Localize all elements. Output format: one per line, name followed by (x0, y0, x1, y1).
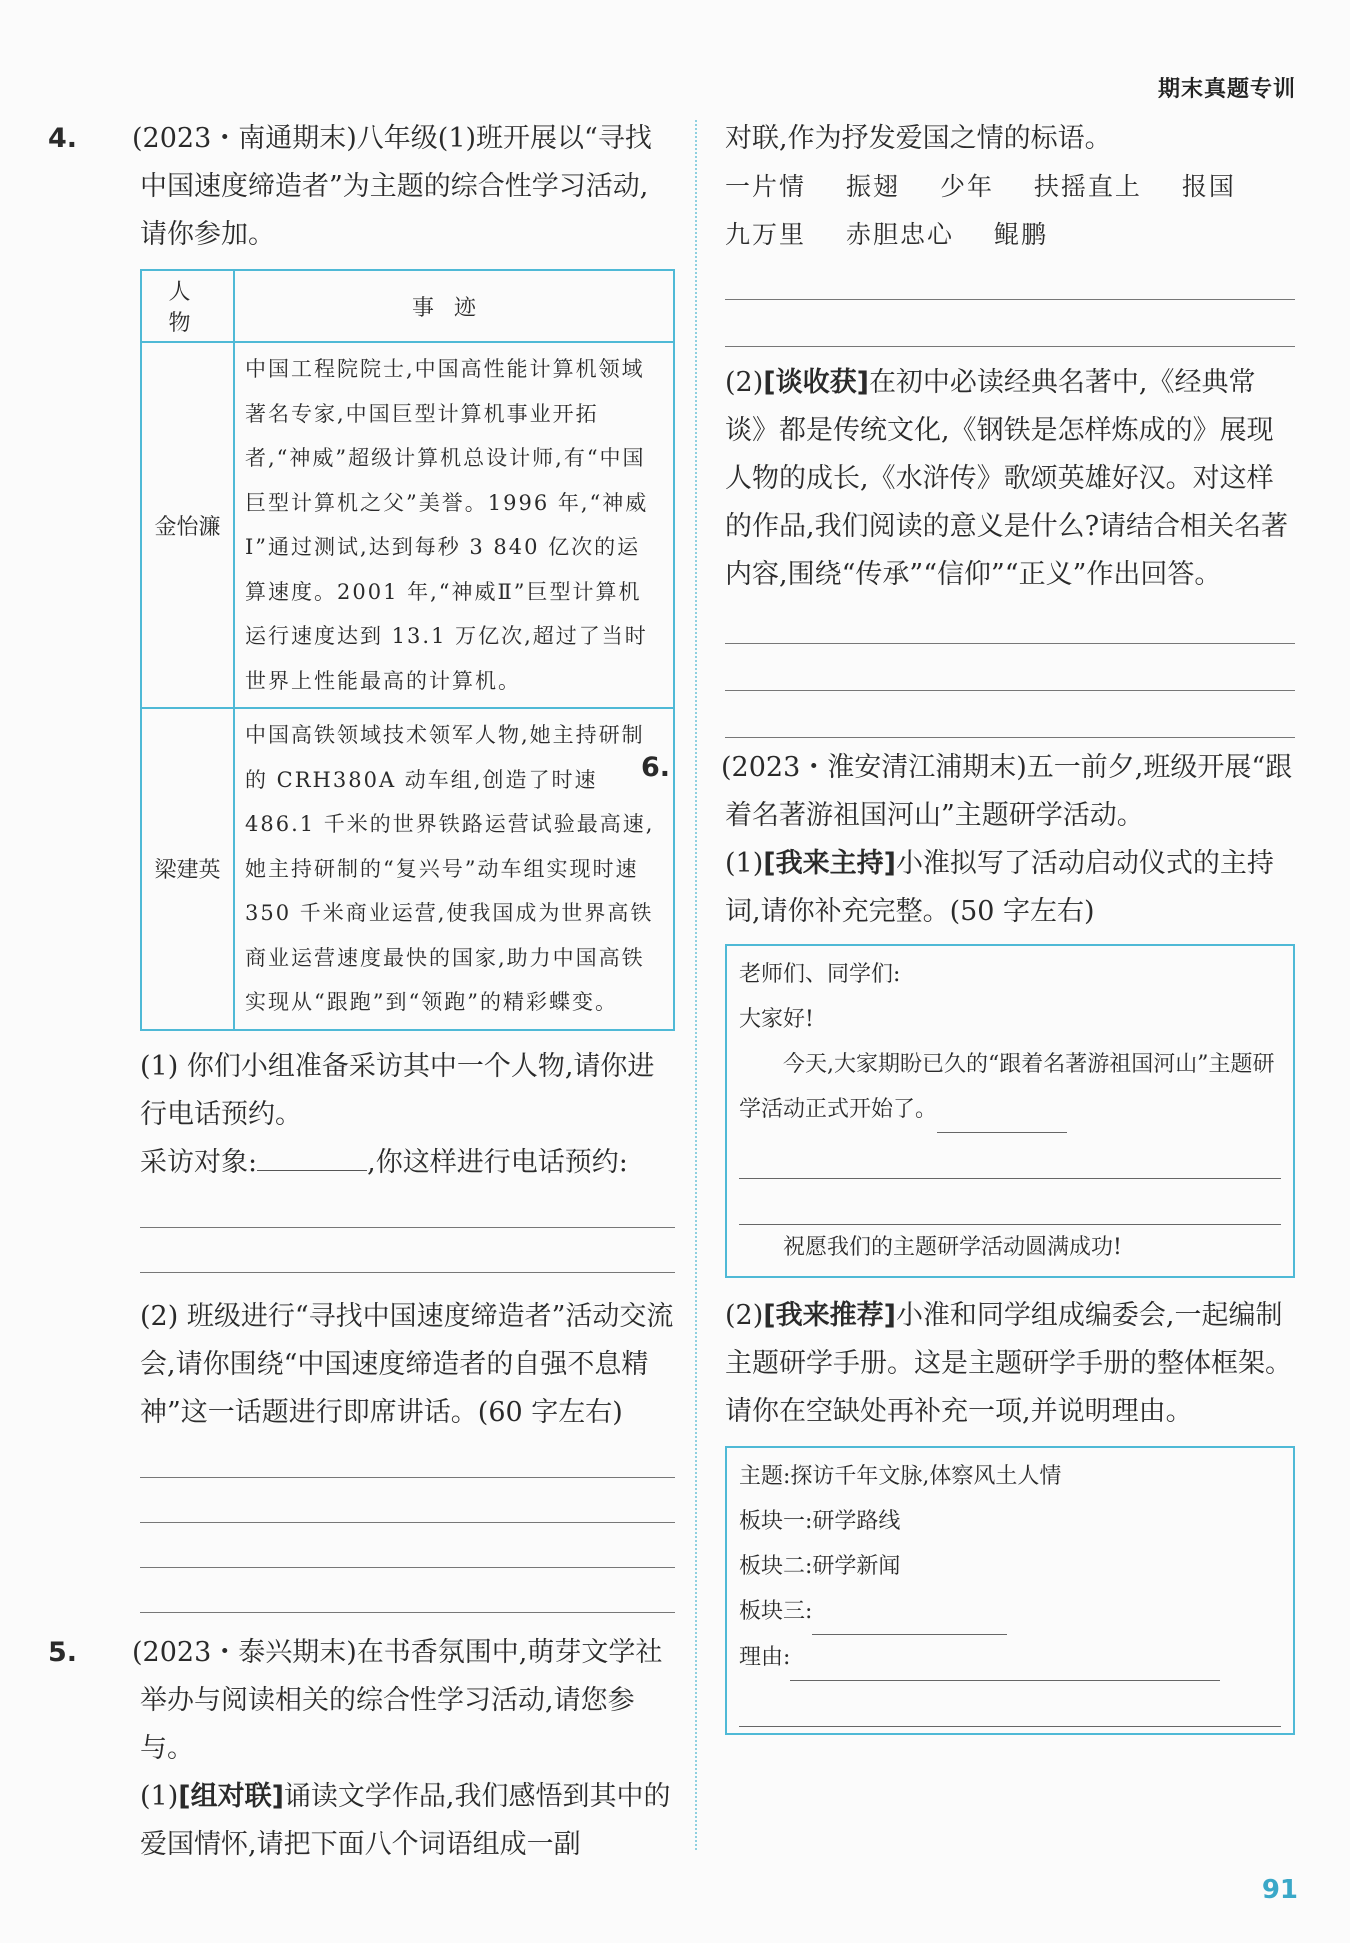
sub-number: (1) (140, 1780, 179, 1812)
person-deeds: 中国工程院院士,中国高性能计算机领域著名专家,中国巨型计算机事业开拓者,“神威”超级计算机总设计师,有“中国巨型计算机之父”美誉。1996 年,“神威Ⅰ”通过测试,达到每秒 3 840 亿次的运算速度。2001 年,“神威Ⅱ”巨型计算机运行速度达到 13.1 万亿次,超过了当时世界上性能最高的计算机。 (234, 342, 674, 708)
section-title: 期末真题专训 (1157, 77, 1296, 102)
answer-line[interactable] (725, 690, 1295, 691)
person-name: 金怡濂 (141, 342, 234, 708)
question-4-sub1-prompt (100, 1139, 675, 1187)
sub-number: (1) (725, 848, 764, 879)
section-two: 板块二:研学新闻 (739, 1554, 901, 1579)
question-5-stem (48, 1629, 675, 1773)
achievements-table (140, 269, 675, 1031)
answer-line[interactable] (725, 737, 1295, 738)
opening-text: 今天,大家期盼已久的“跟着名著游祖国河山”主题研学活动正式开始了。 (739, 1052, 1275, 1122)
question-5-sub1-continued: 对联,作为抒发爱国之情的标语。 (725, 123, 1112, 154)
handbook-theme: 主题:探访千年文脉,体察风土人情 (739, 1464, 1062, 1489)
interviewee-label: 采访对象: (140, 1146, 258, 1178)
answer-line[interactable] (140, 1612, 675, 1613)
word-list-row (725, 211, 1295, 259)
word: 鲲鹏 (993, 220, 1048, 249)
question-5-sub2-text: 在初中必读经典名著中,《经典常谈》都是传统文化,《钢铁是怎样炼成的》展现人物的成长,《水浒传》歌颂英雄好汉。对这样的作品,我们阅读的意义是什么?请结合相关名著内容,围绕“传承”“信仰”“正义”作出回答。 (725, 367, 1289, 590)
word: 振翅 (845, 172, 900, 201)
sub-number: (2) (725, 367, 764, 398)
section-three-label: 板块三: (739, 1599, 813, 1624)
question-5-text: (2023・泰兴期末)在书香氛围中,萌芽文学社举办与阅读相关的综合性学习活动,请您参与。 (132, 1636, 663, 1764)
word: 扶摇直上 (1033, 172, 1142, 201)
table-header-person: 人物 (141, 270, 234, 342)
couplet-tag: [组对联] (178, 1780, 284, 1812)
question-6-sub1 (725, 840, 1295, 936)
fill-in-blank[interactable] (937, 1087, 1067, 1133)
question-5-sub1 (100, 1773, 675, 1869)
person-name: 梁建英 (141, 708, 234, 1030)
answer-line[interactable] (739, 1133, 1281, 1179)
question-4-text: (2023・南通期末)八年级(1)班开展以“寻找中国速度缔造者”为主题的综合性学习活动,请你参加。 (132, 123, 652, 250)
table-row (141, 708, 674, 1030)
person-deeds: 中国高铁领域技术领军人物,她主持研制的 CRH380A 动车组,创造了时速 486.1 千米的世界铁路运营试验最高速,她主持研制的“复兴号”动车组实现时速 350 千米商业运营,使我国成为世界高铁商业运营速度最快的国家,助力中国高铁实现从“跟跑”到“领跑”的精彩蝶变。 (234, 708, 674, 1030)
page-number: 91 (1261, 1875, 1298, 1905)
question-5-sub2 (725, 359, 1295, 599)
question-4-sub1: (1) 你们小组准备采访其中一个人物,请你进行电话预约。 (140, 1050, 655, 1130)
section-three-blank[interactable] (812, 1589, 1007, 1635)
question-5-number: 5. (48, 1636, 78, 1668)
word: 少年 (939, 172, 994, 201)
answer-line[interactable] (725, 643, 1295, 644)
question-4-stem (48, 115, 675, 259)
handbook-framework-box (725, 1446, 1295, 1735)
question-6-sub2-text: 小淮和同学组成编委会,一起编制主题研学手册。这是主题研学手册的整体框架。请你在空缺处再补充一项,并说明理由。 (725, 1300, 1292, 1427)
answer-line[interactable] (140, 1272, 675, 1273)
question-6-sub1-text: 小淮拟写了活动启动仪式的主持词,请你补充完整。(50 字左右) (725, 848, 1274, 927)
harvest-tag: [谈收获] (763, 367, 869, 398)
reason-blank[interactable] (790, 1635, 1220, 1681)
answer-line[interactable] (140, 1477, 675, 1478)
question-6-text: (2023・淮安清江浦期末)五一前夕,班级开展“跟着名著游祖国河山”主题研学活动。 (721, 752, 1293, 831)
reason-row (739, 1635, 1281, 1681)
recommend-tag: [我来推荐] (763, 1300, 896, 1331)
opening-sentence (739, 1042, 1281, 1133)
word: 赤胆忠心 (845, 220, 954, 249)
section-one: 板块一:研学路线 (739, 1509, 901, 1534)
left-column (48, 115, 675, 1869)
question-6-stem (641, 744, 1295, 840)
word-list-row (725, 163, 1295, 211)
answer-line[interactable] (725, 346, 1295, 347)
question-4-number: 4. (48, 123, 78, 154)
answer-line[interactable] (140, 1522, 675, 1523)
table-row (141, 342, 674, 708)
answer-line[interactable] (739, 1681, 1281, 1727)
reason-label: 理由: (739, 1645, 791, 1670)
answer-line[interactable] (739, 1179, 1281, 1225)
host-tag: [我来主持] (763, 848, 896, 879)
table-header-deeds: 事迹 (234, 270, 674, 342)
interviewee-blank[interactable] (257, 1170, 367, 1171)
sub-number: (2) (725, 1300, 764, 1331)
greeting: 大家好! (739, 1007, 814, 1032)
host-speech-box (725, 944, 1295, 1278)
word: 报国 (1181, 172, 1236, 201)
answer-line[interactable] (140, 1227, 675, 1228)
question-4-sub2: (2) 班级进行“寻找中国速度缔造者”活动交流会,请你围绕“中国速度缔造者的自强不息精神”这一话题进行即席讲话。(60 字左右) (140, 1300, 674, 1428)
answer-line[interactable] (140, 1567, 675, 1568)
word: 一片情 (725, 172, 807, 201)
question-6-sub2 (725, 1292, 1295, 1436)
closing-wish: 祝愿我们的主题研学活动圆满成功! (783, 1235, 1122, 1260)
phone-booking-label: ,你这样进行电话预约: (367, 1146, 628, 1178)
word: 九万里 (725, 220, 807, 249)
right-column (641, 115, 1295, 1735)
question-5-sub1-text-part: 诵读文学作品,我们感悟到其中的爱国情怀,请把下面八个词语组成一副 (140, 1780, 671, 1860)
salutation: 老师们、同学们: (739, 962, 901, 987)
answer-line[interactable] (725, 299, 1295, 300)
question-6-number: 6. (641, 752, 671, 783)
table-header-row (141, 270, 674, 342)
section-three (739, 1589, 1281, 1635)
column-divider (695, 120, 697, 1850)
